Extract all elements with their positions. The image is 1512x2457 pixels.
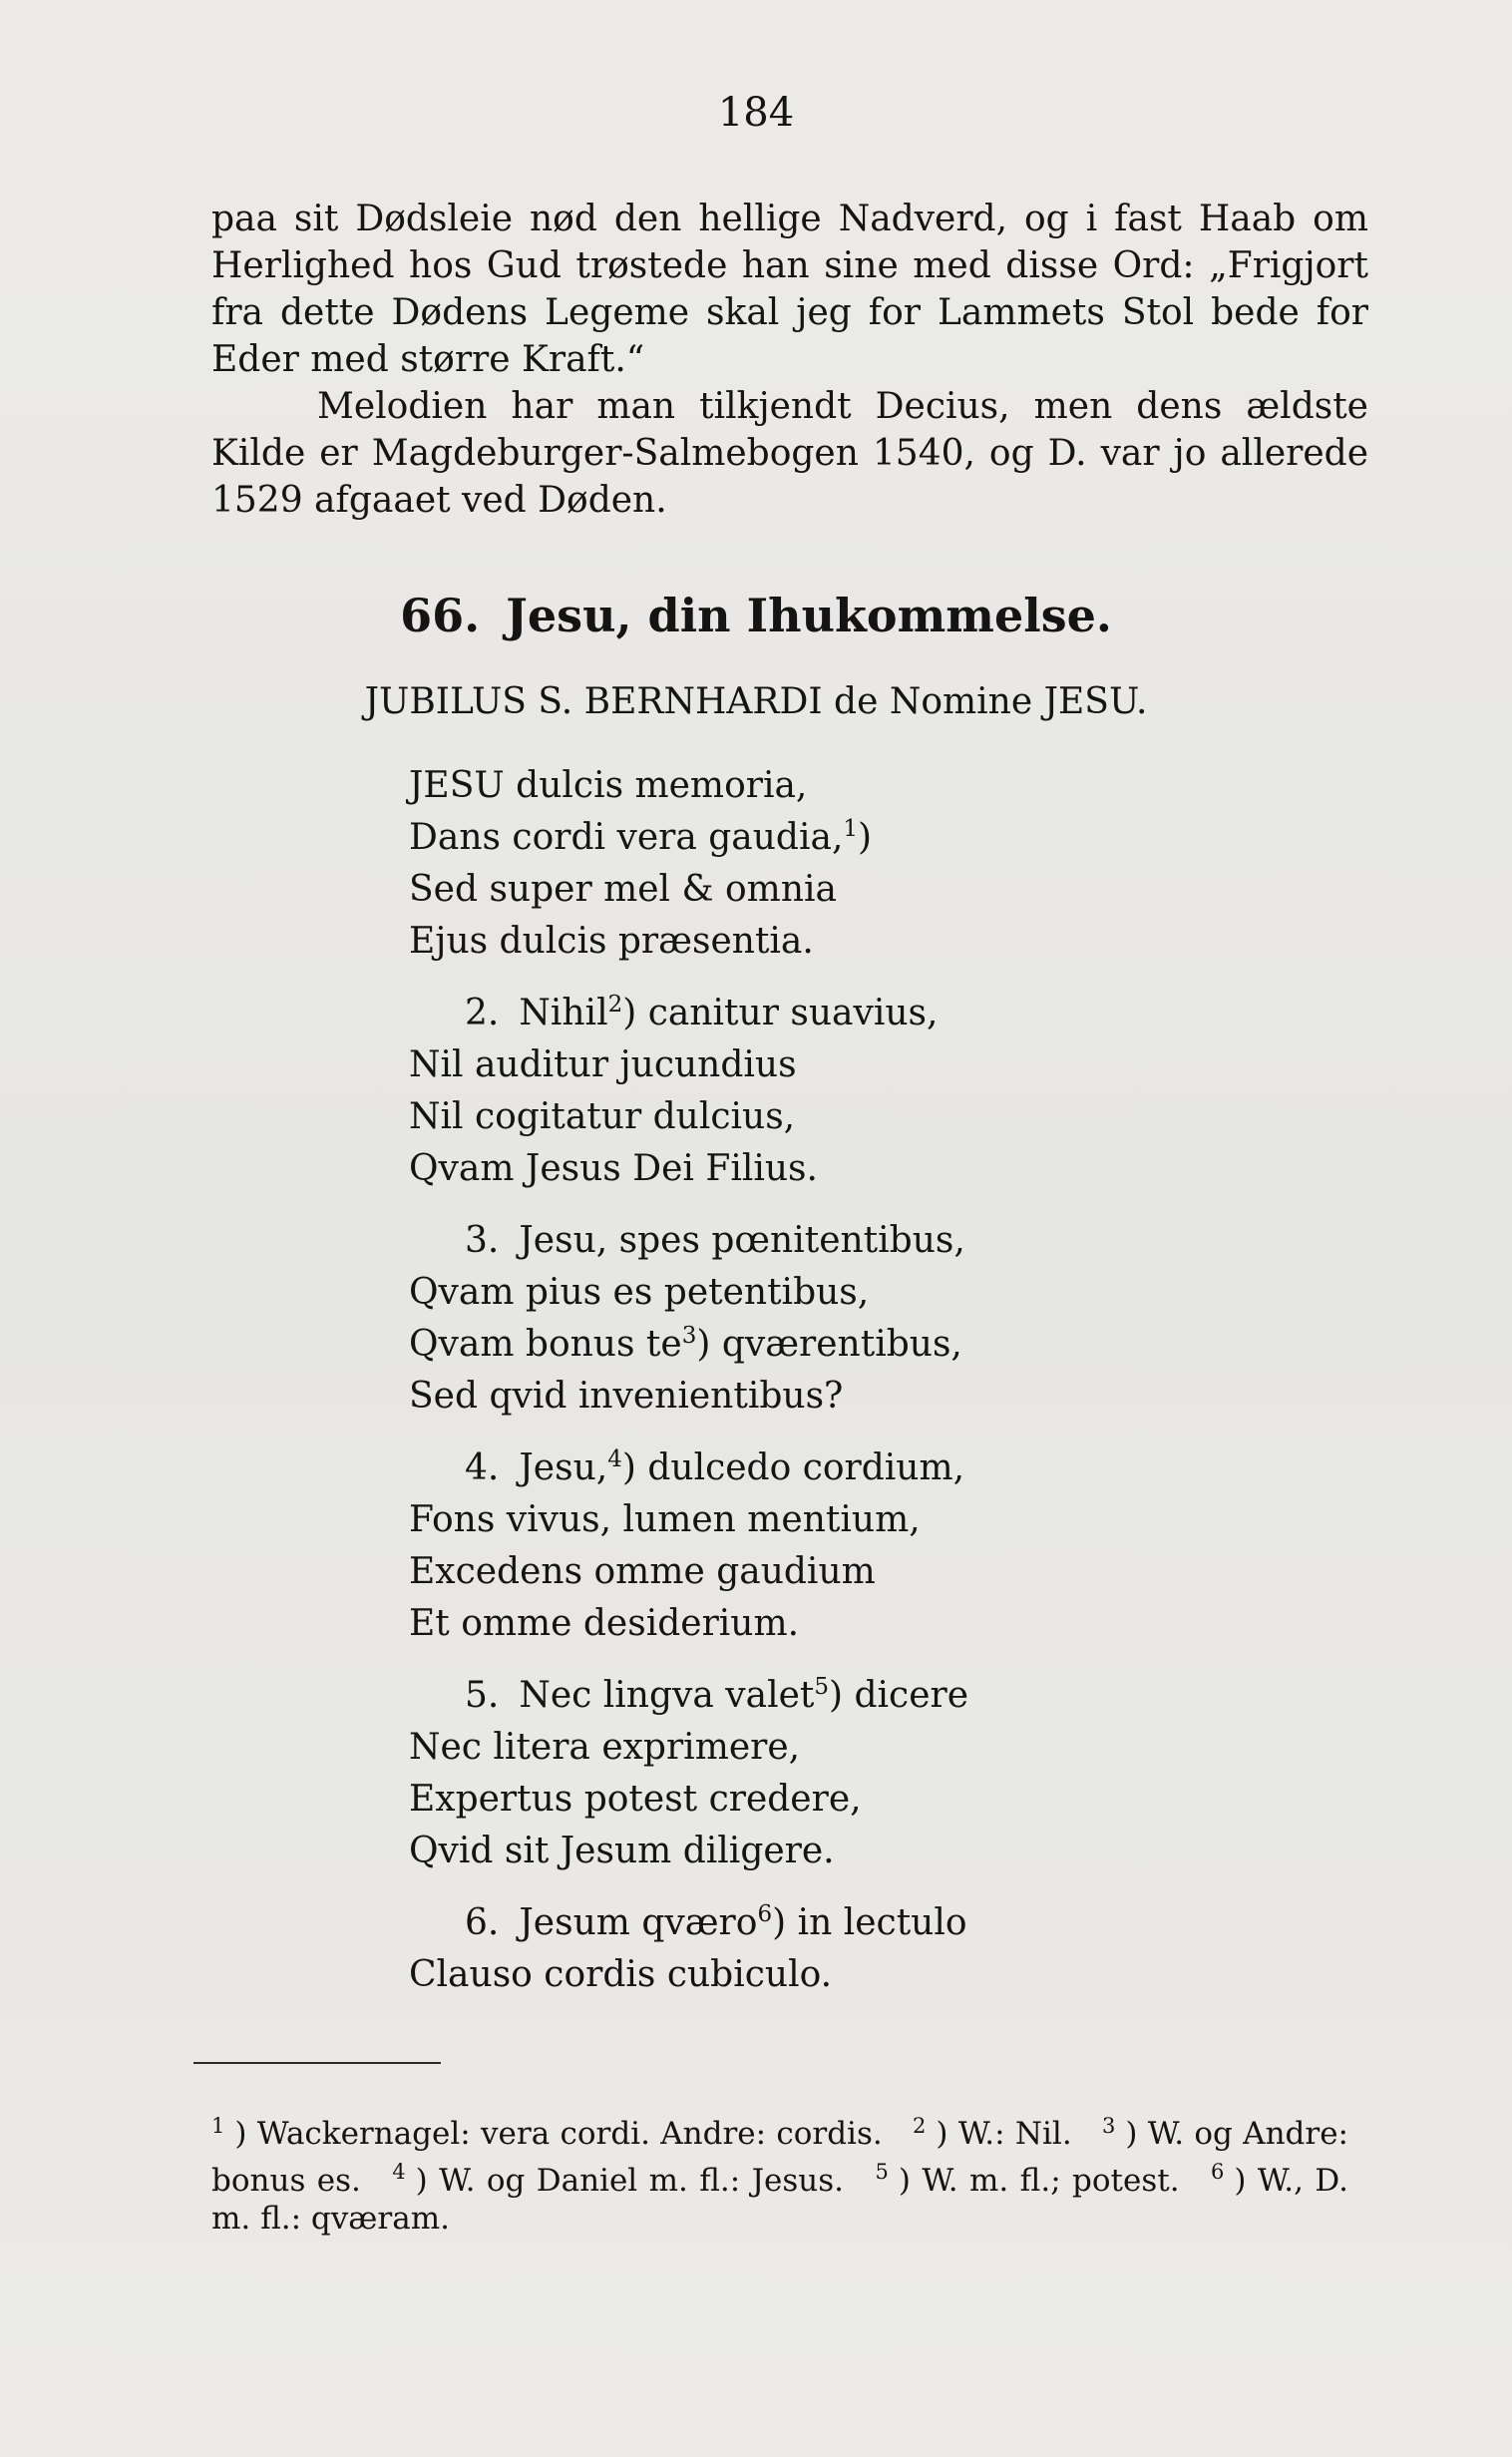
line-text: Qvid sit Jesum diligere. <box>409 1831 835 1871</box>
poem-line <box>409 1215 1346 1267</box>
poem-line <box>409 1091 1346 1143</box>
prose-paragraph: paa sit Dødsleie nød den hellige Nadverd, og i fast Haab om Herlighed hos Gud trøstede han sine med disse Ord: „Frigjort fra dette Dødens Legeme skal jeg for Lammets Stol bede for Eder med større Kraft.“ <box>211 199 1368 380</box>
line-text-after: ) <box>858 817 873 858</box>
footnotes <box>211 2107 1348 2238</box>
poem-line <box>409 1039 1346 1091</box>
poem-line <box>409 1598 1346 1650</box>
hymn-subtitle: JUBILUS S. BERNHARDI de Nomine JESU. <box>364 681 1148 722</box>
prose-text <box>211 196 1368 524</box>
footnote-item <box>211 2116 893 2152</box>
line-text-after: ) qværentibus, <box>696 1324 962 1365</box>
footnote-ref: 5 <box>814 1674 829 1700</box>
poem-line <box>409 1494 1346 1546</box>
footnote-text: ) W., D. m. fl.: qværam. <box>211 2162 1349 2237</box>
footnote-mark: 2 <box>913 2114 927 2138</box>
poem-line <box>409 760 1346 812</box>
line-text: Qvam pius es petentibus, <box>409 1272 870 1313</box>
footnote-ref: 1 <box>843 816 859 842</box>
line-text: Qvam bonus te <box>409 1324 682 1365</box>
poem-line <box>409 1267 1346 1319</box>
line-text: Excedens omme gaudium <box>409 1551 876 1592</box>
prose-paragraph: Melodien har man tilkjendt Decius, men dens ældste Kilde er Magdeburger-Salmebogen 1540, og D. var jo allerede 1529 afgaaet ved Døden. <box>211 386 1368 521</box>
footnote-mark: 6 <box>1210 2160 1225 2185</box>
poem-line <box>409 1826 1346 1877</box>
footnote-text: ) W. og Daniel m. fl.: Jesus. <box>415 2162 845 2199</box>
poem-stanza <box>409 1670 1346 1877</box>
poem-line <box>409 1371 1346 1423</box>
poem-stanza <box>409 988 1346 1195</box>
footnote-mark: 5 <box>875 2160 889 2185</box>
poem-line <box>409 1897 1346 1949</box>
footnote-text: ) W. og Andre: bonus es. <box>211 2116 1348 2199</box>
poem-line <box>409 1442 1346 1494</box>
line-text: Jesu, spes pœnitentibus, <box>519 1220 965 1261</box>
footnote-ref: 3 <box>681 1323 697 1349</box>
line-text: Qvam Jesus Dei Filius. <box>409 1148 818 1189</box>
poem-line <box>409 916 1346 968</box>
footnote-text: ) W.: Nil. <box>936 2116 1072 2153</box>
line-text: Dans cordi vera gaudia, <box>409 817 844 858</box>
poem-line <box>409 1670 1346 1722</box>
line-text: Sed super mel & omnia <box>409 869 837 910</box>
poem-line <box>409 1949 1346 2001</box>
poem-line <box>409 812 1346 864</box>
line-text: Sed qvid invenientibus? <box>409 1376 844 1417</box>
line-text: Nec litera exprimere, <box>409 1727 801 1768</box>
stanza-number: 5. <box>465 1675 500 1716</box>
footnote-ref: 4 <box>607 1446 622 1472</box>
line-text: Clauso cordis cubiculo. <box>409 1954 833 1995</box>
stanza-number: 3. <box>465 1220 500 1261</box>
footnote-item <box>913 2116 1082 2152</box>
hymn-heading <box>0 589 1512 642</box>
line-text-after: ) dulcedo cordium, <box>621 1447 965 1488</box>
page-number: 184 <box>717 90 795 136</box>
poem-stanza <box>409 1215 1346 1423</box>
hymn-title: Jesu, din Ihukommelse. <box>506 589 1112 642</box>
footnote-mark: 4 <box>392 2160 406 2185</box>
poem-stanza <box>409 1897 1346 2001</box>
line-text-after: ) in lectulo <box>772 1902 967 1943</box>
line-text: Fons vivus, lumen mentium, <box>409 1499 921 1540</box>
poem-line <box>409 1722 1346 1774</box>
line-text: Jesum qværo <box>519 1902 758 1943</box>
line-text: Nec lingva valet <box>519 1675 815 1716</box>
stanza-number: 4. <box>465 1447 500 1488</box>
footnote-text: ) W. m. fl.; potest. <box>898 2162 1180 2199</box>
line-text: JESU dulcis memoria, <box>409 765 808 806</box>
line-text-after: ) dicere <box>829 1675 969 1716</box>
line-text: Et omme desiderium. <box>409 1603 800 1644</box>
stanza-number: 2. <box>465 993 500 1033</box>
poem-line <box>409 1319 1346 1371</box>
footnote-mark: 1 <box>211 2114 225 2138</box>
poem-stanza <box>409 760 1346 968</box>
footnote-ref: 2 <box>607 992 623 1018</box>
line-text-after: ) canitur suavius, <box>622 993 939 1033</box>
line-text: Expertus potest credere, <box>409 1779 862 1820</box>
poem-line <box>409 988 1346 1039</box>
poem-line <box>409 864 1346 916</box>
line-text: Nil cogitatur dulcius, <box>409 1096 796 1137</box>
footnote-text: ) Wackernagel: vera cordi. Andre: cordis. <box>234 2116 883 2153</box>
latin-poem <box>409 760 1346 2021</box>
line-text: Nihil <box>519 993 608 1033</box>
footnote-mark: 3 <box>1102 2114 1116 2138</box>
footnote-divider <box>193 2062 441 2064</box>
poem-line <box>409 1546 1346 1598</box>
line-text: Jesu, <box>519 1447 608 1488</box>
line-text: Nil auditur jucundius <box>409 1044 797 1085</box>
footnote-item <box>392 2160 854 2199</box>
footnote-item <box>875 2160 1189 2199</box>
poem-stanza <box>409 1442 1346 1650</box>
stanza-number: 6. <box>465 1902 500 1943</box>
footnote-ref: 6 <box>757 1901 773 1927</box>
poem-line <box>409 1143 1346 1195</box>
poem-line <box>409 1774 1346 1826</box>
line-text: Ejus dulcis præsentia. <box>409 921 814 962</box>
hymn-number: 66. <box>400 589 481 642</box>
